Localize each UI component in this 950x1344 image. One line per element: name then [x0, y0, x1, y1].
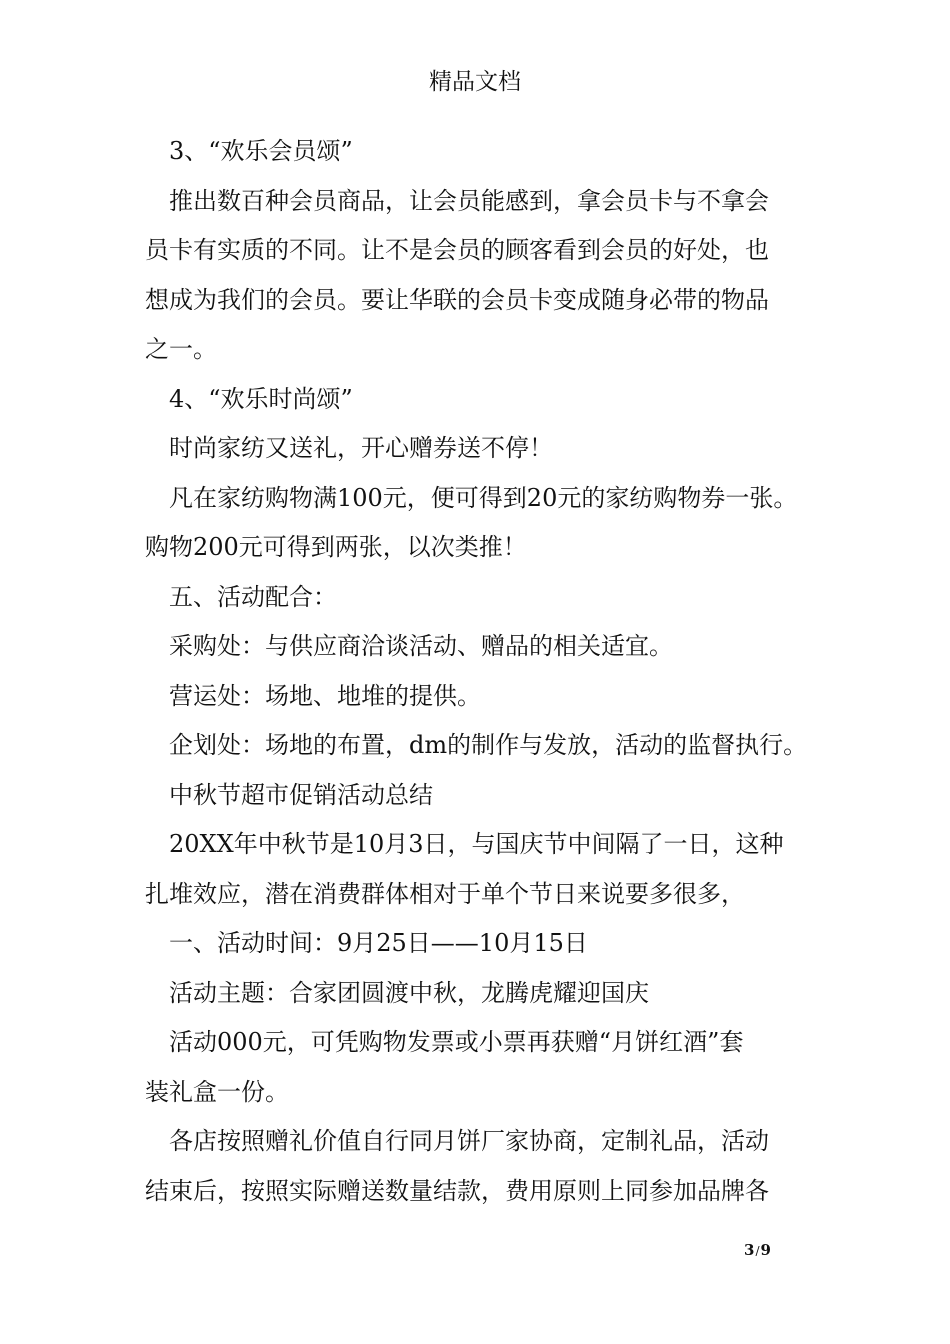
- paragraph-line: 装礼盒一份。: [145, 1077, 289, 1106]
- paragraph-line: 时尚家纺又送礼，开心赠券送不停！: [169, 434, 553, 462]
- paragraph-line: 之一。: [145, 335, 217, 363]
- document-body: [145, 127, 817, 1216]
- paragraph-line: 推出数百种会员商品，让会员能感到，拿会员卡与不拿会: [169, 186, 769, 215]
- paragraph-line: 采购处：与供应商洽谈活动、赠品的相关适宜。: [169, 632, 673, 660]
- paragraph-line: 活动000元，可凭购物发票或小票再获赠“月饼红酒”套: [169, 1028, 744, 1056]
- section-heading: 4、“欢乐时尚颂”: [169, 384, 353, 413]
- paragraph-line: 员卡有实质的不同。让不是会员的顾客看到会员的好处，也: [145, 236, 769, 264]
- paragraph-line: 20XX年中秋节是10月3日，与国庆节中间隔了一日，这种: [169, 830, 784, 858]
- section-heading: 3、“欢乐会员颂”: [169, 137, 353, 165]
- paragraph-line: 想成为我们的会员。要让华联的会员卡变成随身必带的物品: [145, 285, 769, 314]
- current-page-number: 3: [744, 1241, 755, 1259]
- paragraph-line: 活动主题：合家团圆渡中秋，龙腾虎耀迎国庆: [169, 978, 649, 1007]
- paragraph-line: 扎堆效应，潜在消费群体相对于单个节日来说要多很多，: [145, 879, 745, 908]
- page-number-separator: /: [755, 1244, 760, 1258]
- paragraph-line: 购物200元可得到两张，以次类推！: [145, 533, 527, 561]
- section-heading: 五、活动配合：: [169, 582, 337, 611]
- paragraph-line: 结束后，按照实际赠送数量结款，费用原则上同参加品牌各: [145, 1176, 769, 1205]
- paragraph-line: 各店按照赠礼价值自行同月饼厂家协商，定制礼品，活动: [169, 1127, 769, 1155]
- paragraph-line: 营运处：场地、地堆的提供。: [169, 681, 481, 710]
- total-pages-number: 9: [760, 1241, 771, 1259]
- page-number: [744, 1240, 771, 1261]
- paragraph-line: 企划处：场地的布置，dm的制作与发放，活动的监督执行。: [169, 731, 808, 759]
- paragraph-line: 凡在家纺购物满100元，便可得到20元的家纺购物券一张。: [169, 483, 798, 512]
- page-header-title: 精品文档: [429, 69, 521, 95]
- section-heading: 中秋节超市促销活动总结: [169, 780, 433, 809]
- section-heading: 一、活动时间：9月25日——10月15日: [169, 929, 588, 957]
